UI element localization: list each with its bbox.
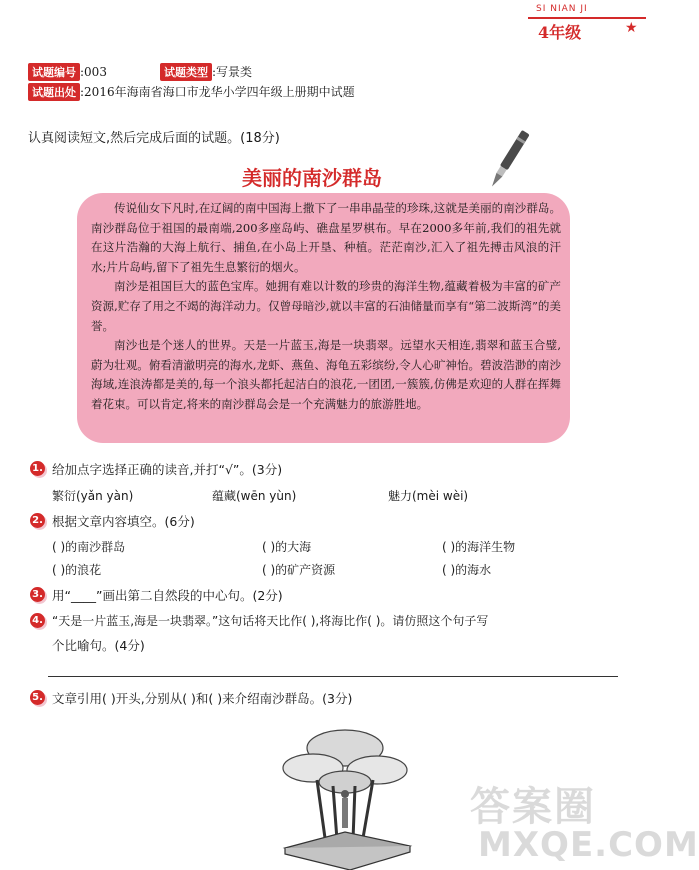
- pen-icon: [478, 125, 538, 195]
- meta-type-row: [160, 63, 252, 81]
- q2-blank-5[interactable]: ( )的矿产资源: [262, 563, 336, 577]
- passage-title: 美丽的南沙群岛: [242, 166, 382, 190]
- question-1-text: 给加点字选择正确的读音,并打“√”。(3分): [52, 462, 283, 477]
- question-3-text: 用“____”画出第二自然段的中心句。(2分): [52, 588, 283, 603]
- q2-blank-1[interactable]: ( )的南沙群岛: [52, 540, 126, 554]
- meta-source-value: :2016年海南省海口市龙华小学四年级上册期中试题: [80, 85, 355, 99]
- passage-paragraph-3: 南沙也是个迷人的世界。天是一片蓝玉,海是一块翡翠。远望水天相连,翡翠和蓝玉合璧,蔚为壮观。俯看清澈明亮的海水,龙虾、燕鱼、海龟五彩缤纷,令人心旷神怡。碧波浩渺的南沙海域,连浪涛都是美的,每一个浪头都托起洁白的浪花,一团团,一簇簇,仿佛是欢迎的人群在挥舞着花束。可以肯定,将来的南沙群岛会是一个充满魅力的旅游胜地。: [91, 338, 561, 411]
- q1-option-2[interactable]: 蕴藏(wēn yùn): [212, 489, 297, 503]
- answer-line[interactable]: [48, 676, 618, 677]
- meta-id-row: [28, 63, 107, 81]
- question-2-text: 根据文章内容填空。(6分): [52, 514, 195, 529]
- passage-title-wrap: [214, 162, 410, 194]
- meta-type-tag: 试题类型: [160, 63, 212, 81]
- question-3-number: 3.: [30, 587, 45, 602]
- passage-paragraph-2: 南沙是祖国巨大的蓝色宝库。她拥有难以计数的珍贵的海洋生物,蕴藏着极为丰富的矿产资源,贮存了用之不竭的海洋动力。仅曾母暗沙,就以丰富的石油储量而享有“第二波斯湾”的美誉。: [91, 279, 561, 333]
- question-4-text-line1: “天是一片蓝玉,海是一块翡翠。”这句话将天比作( ),将海比作( )。请仿照这个句子写: [52, 614, 489, 628]
- grade-divider: [528, 17, 646, 19]
- meta-type-value: :写景类: [212, 65, 253, 79]
- question-5-number: 5.: [30, 690, 45, 705]
- question-4-text-line2: 个比喻句。(4分): [52, 638, 145, 653]
- question-1-number: 1.: [30, 461, 45, 476]
- watermark-logo: 答案圈: [470, 784, 596, 830]
- q2-blank-4[interactable]: ( )的浪花: [52, 563, 102, 577]
- q2-blank-2[interactable]: ( )的大海: [262, 540, 312, 554]
- instruction-text: 认真阅读短文,然后完成后面的试题。(18分): [28, 131, 280, 146]
- question-5-text: 文章引用( )开头,分别从( )和( )来介绍南沙群岛。(3分): [52, 691, 353, 706]
- meta-id-value: :003: [80, 65, 107, 79]
- grade-pinyin: SI NIAN JI: [536, 4, 588, 14]
- question-4-number: 4.: [30, 613, 45, 628]
- trees-on-book-illustration: [265, 720, 425, 870]
- q2-blank-3[interactable]: ( )的海洋生物: [442, 540, 516, 554]
- q1-option-1[interactable]: 繁衍(yǎn yàn): [52, 489, 134, 503]
- passage-box: [77, 193, 570, 443]
- meta-id-tag: 试题编号: [28, 63, 80, 81]
- grade-label: 4年级: [538, 23, 582, 42]
- meta-source-tag: 试题出处: [28, 83, 80, 101]
- meta-source-row: [28, 83, 355, 101]
- passage-paragraph-1: 传说仙女下凡时,在辽阔的南中国海上撒下了一串串晶莹的珍珠,这就是美丽的南沙群岛。南沙群岛位于祖国的最南端,200多座岛屿、礁盘星罗棋布。早在2000多年前,我们的祖先就在这片浩瀚的大海上航行、捕鱼,在小岛上开垦、种植。茫茫南沙,汇入了祖先搏击风浪的汗水;片片岛屿,留下了祖先生息繁衍的烟火。: [91, 201, 561, 274]
- q2-blank-6[interactable]: ( )的海水: [442, 563, 492, 577]
- passage-body: [91, 199, 561, 415]
- star-icon: ★: [625, 20, 638, 36]
- watermark-url: MXQE.COM: [478, 825, 699, 865]
- q1-option-3[interactable]: 魅力(mèi wèi): [388, 489, 469, 503]
- question-2-number: 2.: [30, 513, 45, 528]
